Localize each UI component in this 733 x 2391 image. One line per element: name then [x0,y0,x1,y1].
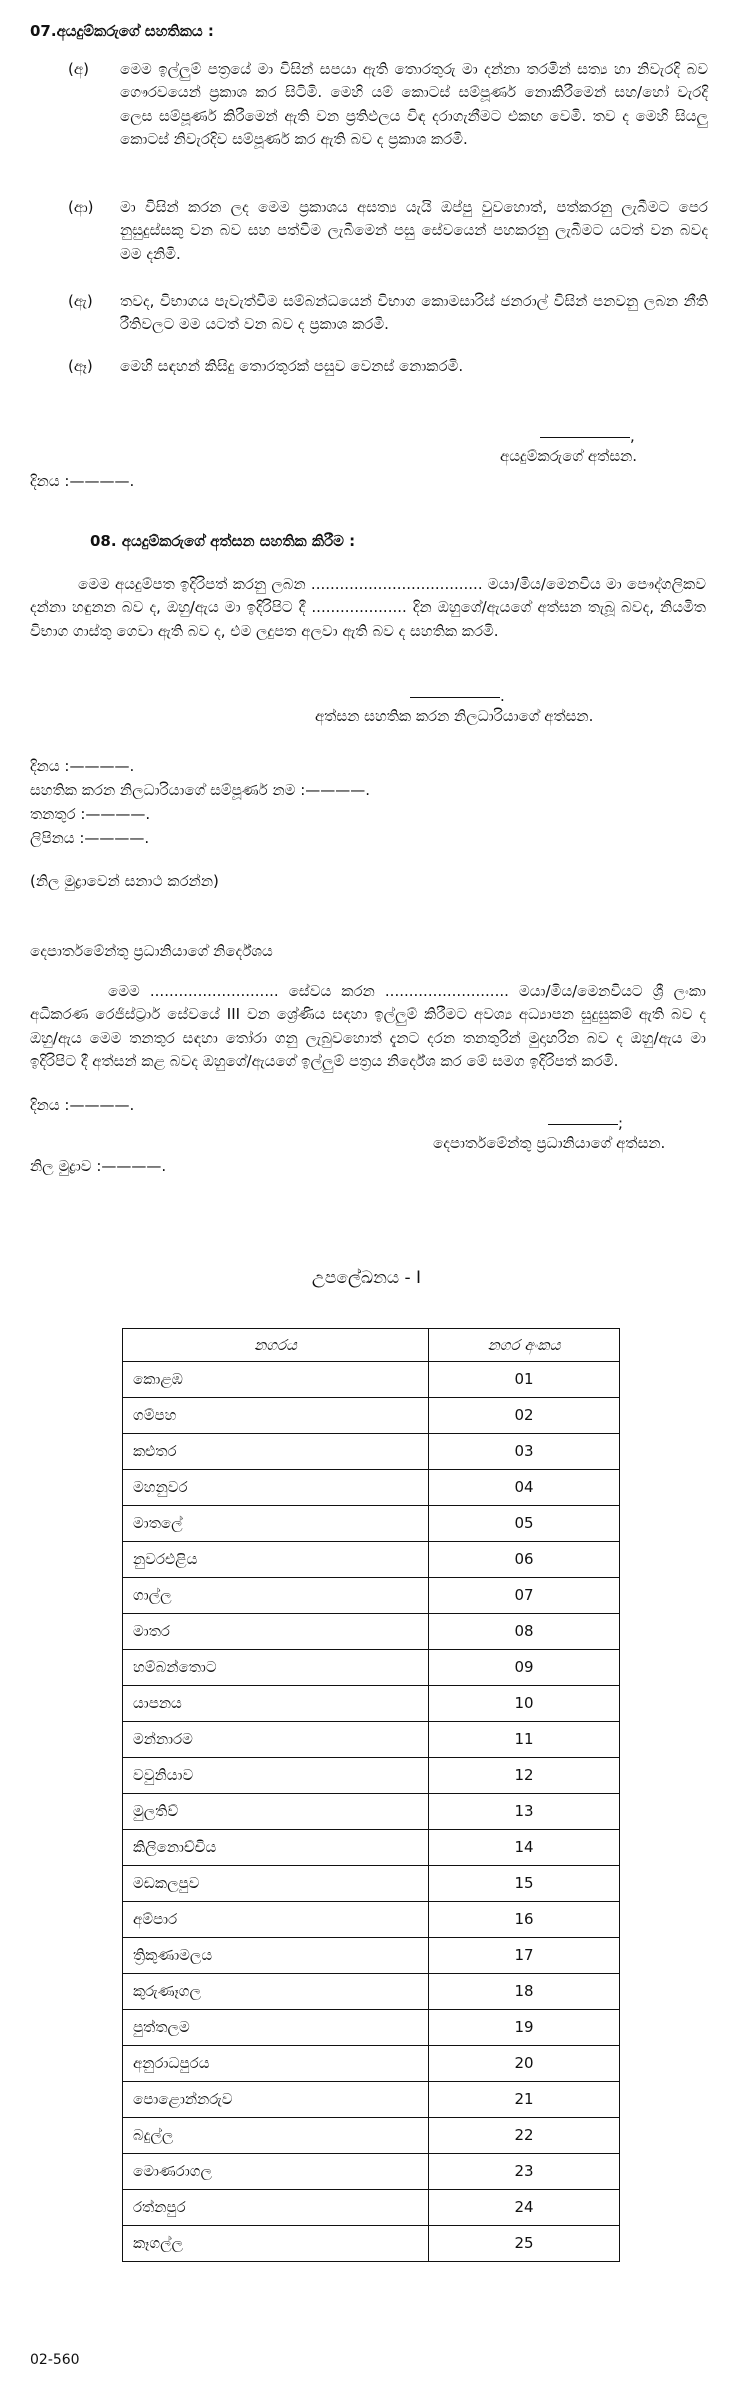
item-label: (ඇ) [68,292,93,310]
table-row [123,1542,620,1578]
city-number-cell: 05 [429,1506,620,1542]
table-row [123,2082,620,2118]
city-name-cell: මහනුවර [123,1470,429,1506]
city-name-cell: මොණරාගල [123,2154,429,2190]
page-code: 02-560 [30,2352,80,2368]
section7-date: දිනය :————. [30,472,135,490]
item-text: මෙහි සඳහන් කිසිදු තොරතුරක් පසුව වෙනස් නොකරමි. [120,357,464,375]
city-number-cell: 17 [429,1938,620,1974]
certifier-signature-line: . [410,685,505,708]
city-name-cell: මන්නාරම [123,1722,429,1758]
city-number-cell: 14 [429,1830,620,1866]
table-row [123,1614,620,1650]
table-row [123,1398,620,1434]
city-number-cell: 10 [429,1686,620,1722]
city-name-cell: කුරුණෑගල [123,1974,429,2010]
section7-item-a [68,58,708,151]
city-number-cell: 07 [429,1578,620,1614]
city-name-cell: වවුනියාව [123,1758,429,1794]
table-row [123,1578,620,1614]
city-number-cell: 24 [429,2190,620,2226]
head-signature-line: ; [548,1112,623,1135]
city-name-cell: බදුල්ල [123,2118,429,2154]
section7-item-ae [68,290,708,337]
certifier-signature-caption: අත්සන සහතික කරන නිලධාරියාගේ අත්සන. [315,707,594,725]
head-signature-caption: දෙපාර්තමේන්තු ප්‍රධානියාගේ අත්සන. [433,1134,666,1152]
city-number-cell: 23 [429,2154,620,2190]
city-name-cell: ත්‍රිකුණාමලය [123,1938,429,1974]
city-number-cell: 08 [429,1614,620,1650]
item-label: (ආ) [68,198,94,216]
city-name-cell: අම්පාර [123,1902,429,1938]
recommendation-date: දිනය :————. [30,1096,135,1114]
city-number-cell: 19 [429,2010,620,2046]
table-row [123,2190,620,2226]
stamp-note: (නිල මුද්‍රාවෙන් සනාථ කරන්න) [30,872,219,890]
table-row [123,1866,620,1902]
city-name-cell: හම්බන්තොට [123,1650,429,1686]
city-number-cell: 16 [429,1902,620,1938]
city-name-cell: රත්නපුර [123,2190,429,2226]
column-header-city: නගරය [123,1329,429,1362]
city-name-cell: නුවරඑළිය [123,1542,429,1578]
table-row [123,1758,620,1794]
city-name-cell: මුලතිව් [123,1794,429,1830]
table-row [123,1974,620,2010]
table-row [123,1902,620,1938]
section7-item-aee [68,355,708,378]
recommendation-heading: දෙපාර්තමේන්තු ප්‍රධානියාගේ නිර්දේශය [30,942,273,960]
city-number-cell: 22 [429,2118,620,2154]
city-number-cell: 15 [429,1866,620,1902]
section8-body: මෙම අයදුම්පත ඉදිරිපත් කරනු ලබන .................................... මයා/මිය/මෙනවිය මා පෞද්ගලිකව දන්නා හඳුනන බව ද, ඔහු/ඇය මා ඉදිරිපිට දී .................... දින ඔහුගේ/ඇයගේ අත්සන තැබූ බවද, නියමිත විභාග ගාස්තු ගෙවා ඇති බව ද, එම ලදුපත අලවා ඇති බව ද සහතික කරමි. [30,575,706,640]
section7-heading: 07.අයදුම්කරුගේ සහතිකය : [30,22,214,40]
table-row [123,1506,620,1542]
applicant-signature-caption: අයදුම්කරුගේ අත්සන. [500,447,638,465]
item-label: (ඈ) [68,357,93,375]
city-name-cell: ගාල්ල [123,1578,429,1614]
table-row [123,1434,620,1470]
table-row [123,1794,620,1830]
city-name-cell: කිලිනොච්චිය [123,1830,429,1866]
city-name-cell: ගම්පහ [123,1398,429,1434]
certifier-address: ලිපිනය :————. [30,829,150,847]
item-text: මා විසින් කරන ලද මෙම ප්‍රකාශය අසත්‍ය යැයි ඔප්පු වුවහොත්, පත්කරනු ලැබීමට පෙර නුසුදුස්සකු වන බව සහ පත්වීම ලැබීමෙන් පසු සේවයෙන් පහකරනු ලැබීමට යටත් වන බවද මම දනිමි. [120,198,708,263]
city-name-cell: මාතර [123,1614,429,1650]
recommendation-body: මෙම ........................... සේවය කරන .......................... මයා/මිය/මෙනවියට ශ්‍රී ලංකා අධිකරණ රෙජිස්ට්‍රාර් සේවයේ III වන ශ්‍රේණිය සඳහා ඉල්ලුම් කිරීමට අවශ්‍ය අධ්‍යාපන සුදුසුකම් ඇති බව ද ඔහු/ඇය මෙම තනතුර සඳහා තෝරා ගනු ලැබුවහොත් දැනට දරන තනතුරින් මුදාහරින බව ද ඔහු/ඇය මා ඉදිරිපිට දී අත්සන් කළ බවද ඔහුගේ/ඇයගේ ඉල්ලුම් පත්‍රය නිර්දේශ කර මේ සමග ඉදිරිපත් කරමි. [30,982,706,1070]
certifier-designation: තනතුර :————. [30,805,151,823]
city-number-table [122,1328,620,2262]
item-text: තවද, විභාගය පැවැත්වීම සම්බන්ධයෙන් විභාග කොමසාරිස් ජනරාල් විසින් පනවනු ලබන නීති රීතිවලට මම යටත් වන බව ද ප්‍රකාශ කරමි. [120,292,708,334]
table-row [123,2154,620,2190]
item-text: මෙම ඉල්ලුම් පත්‍රයේ මා විසින් සපයා ඇති තොරතුරු මා දන්නා තරමින් සත්‍ය හා නිවැරදි බව ගෞරවයෙන් ප්‍රකාශ කර සිටිමි. මෙහි යම් කොටස් සම්පූර්ණ නොකිරීමෙන් සහ/හෝ වැරදි ලෙස සම්පූර්ණ කිරීමෙන් ඇති වන ප්‍රතිඵලය විඳ දරාගැනීමට එකඟ වෙමි. තව ද මෙහි සියලු කොටස් නිවැරදිව සම්පූර්ණ කර ඇති බව ද ප්‍රකාශ කරමි. [120,60,708,148]
table-row [123,2226,620,2262]
city-number-cell: 04 [429,1470,620,1506]
city-number-cell: 03 [429,1434,620,1470]
city-table-body [123,1362,620,2262]
table-row [123,2010,620,2046]
city-number-cell: 13 [429,1794,620,1830]
annex-title: උපලේඛනය - I [311,1268,422,1288]
table-row [123,1938,620,1974]
city-name-cell: පුත්තලම [123,2010,429,2046]
section8-date: දිනය :————. [30,757,135,775]
city-name-cell: අනුරාධපුරය [123,2046,429,2082]
city-number-cell: 21 [429,2082,620,2118]
city-number-cell: 01 [429,1362,620,1398]
city-name-cell: යාපනය [123,1686,429,1722]
city-number-cell: 09 [429,1650,620,1686]
city-name-cell: පොළොන්නරුව [123,2082,429,2118]
column-header-number: නගර අංකය [429,1329,620,1362]
city-number-cell: 25 [429,2226,620,2262]
city-name-cell: කෑගල්ල [123,2226,429,2262]
table-row [123,1470,620,1506]
city-number-cell: 12 [429,1758,620,1794]
city-number-cell: 20 [429,2046,620,2082]
item-label: (අ) [68,60,89,78]
table-header-row [123,1329,620,1362]
section8-heading: 08. අයදුම්කරුගේ අත්සන සහතික කිරීම : [90,532,356,550]
city-name-cell: කොළඹ [123,1362,429,1398]
table-row [123,1830,620,1866]
city-name-cell: කළුතර [123,1434,429,1470]
city-number-cell: 02 [429,1398,620,1434]
city-name-cell: මඩකලපුව [123,1866,429,1902]
city-number-cell: 18 [429,1974,620,2010]
table-row [123,2118,620,2154]
table-row [123,1650,620,1686]
city-name-cell: මාතලේ [123,1506,429,1542]
official-seal: නිල මුද්‍රාව :————. [30,1157,167,1175]
city-number-cell: 06 [429,1542,620,1578]
applicant-signature-line: , [540,425,635,448]
certifier-full-name: සහතික කරන නිලධාරියාගේ සම්පූර්ණ නම :————. [30,781,371,799]
section7-item-aa [68,196,708,266]
city-number-cell: 11 [429,1722,620,1758]
table-row [123,2046,620,2082]
table-row [123,1362,620,1398]
table-row [123,1722,620,1758]
table-row [123,1686,620,1722]
